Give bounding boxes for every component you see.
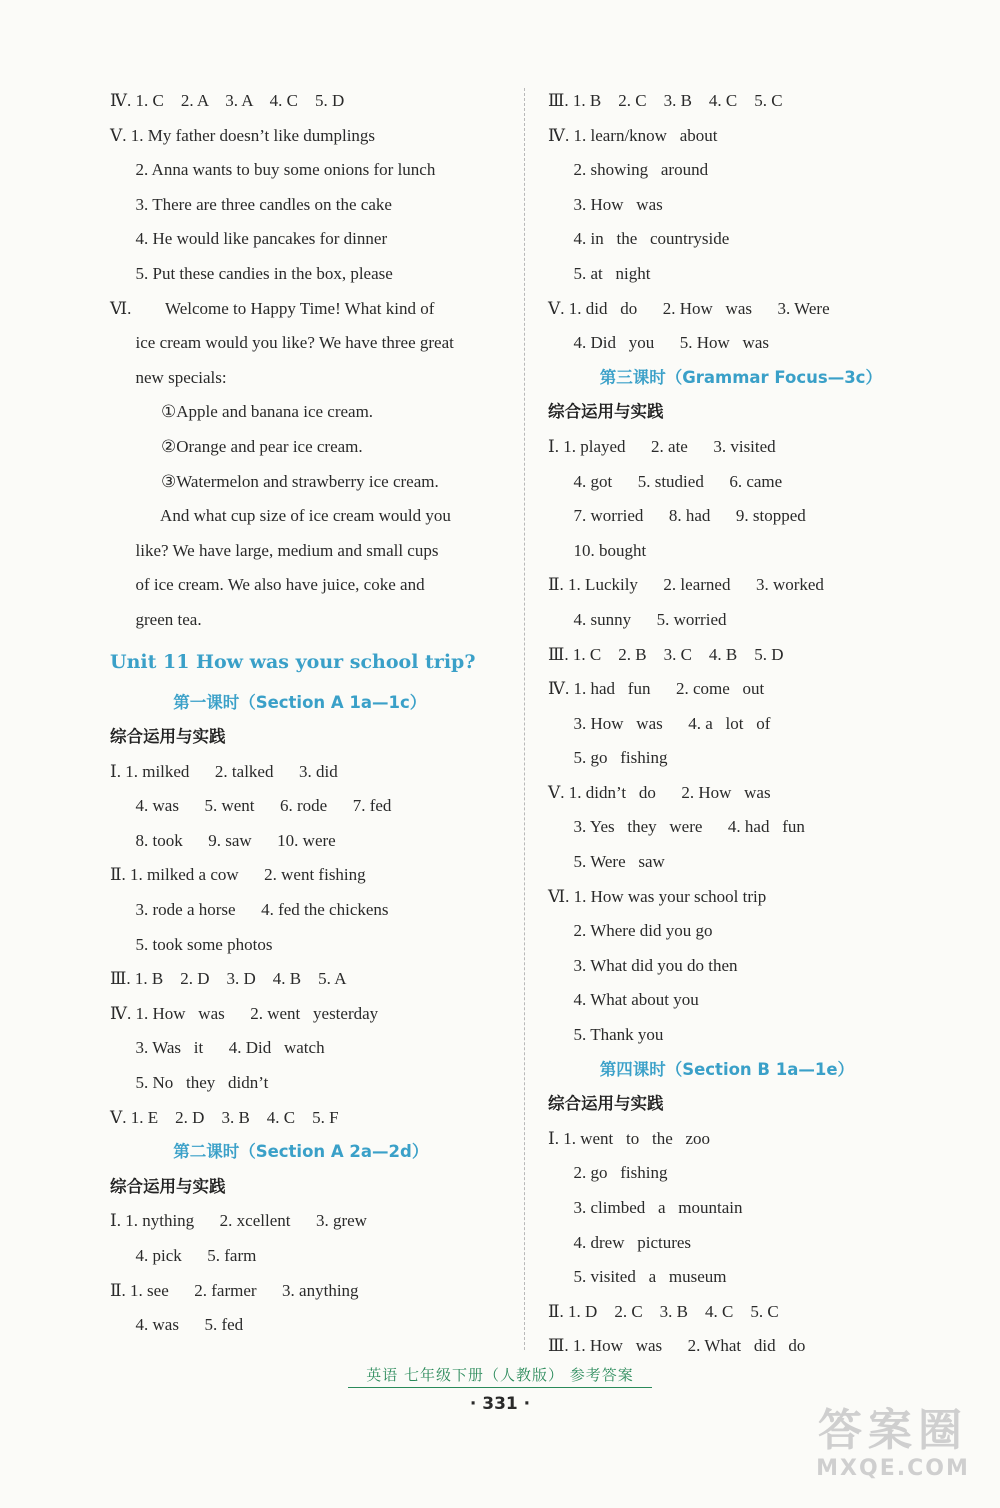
- right-column-line: 5. Thank you: [548, 1025, 664, 1045]
- left-column-line: Ⅱ. 1. milked a cow 2. went fishing: [110, 865, 366, 885]
- right-column-line: 3. Yes they were 4. had fun: [548, 817, 805, 837]
- left-column-line: Ⅰ. 1. milked 2. talked 3. did: [110, 761, 338, 781]
- right-column-line: 4. Did you 5. How was: [548, 333, 769, 353]
- left-column-line: Ⅴ. 1. E 2. D 3. B 4. C 5. F: [110, 1107, 339, 1127]
- left-column-line: Ⅴ. 1. My father doesn’t like dumplings: [110, 125, 376, 145]
- left-column-line: of ice cream. We also have juice, coke and: [110, 575, 425, 595]
- right-column-line: 7. worried 8. had 9. stopped: [548, 506, 806, 526]
- left-column-line: 5. Put these candies in the box, please: [110, 263, 393, 283]
- left-column-line: ice cream would you like? We have three great: [110, 333, 454, 353]
- right-column-line: 3. How was: [548, 194, 663, 214]
- left-column-line: Ⅲ. 1. B 2. D 3. D 4. B 5. A: [110, 969, 347, 989]
- right-column-line: Ⅲ. 1. B 2. C 3. B 4. C 5. C: [548, 91, 783, 110]
- right-column-line: 3. What did you do then: [548, 955, 738, 975]
- left-column-line: 8. took 9. saw 10. were: [110, 830, 336, 850]
- right-column-line: Ⅱ. 1. Luckily 2. learned 3. worked: [548, 575, 824, 595]
- right-column-line: 4. sunny 5. worried: [548, 609, 727, 629]
- right-column-line: Ⅰ. 1. played 2. ate 3. visited: [548, 436, 776, 456]
- right-column-line: Ⅴ. 1. didn’t do 2. How was: [548, 782, 771, 802]
- column-divider: [524, 88, 525, 1350]
- left-column-line: 综合运用与实践: [110, 727, 226, 747]
- right-column-line: Ⅳ. 1. learn/know about: [548, 125, 718, 145]
- right-column-line: 10. bought: [548, 540, 647, 560]
- right-column-line: 2. Where did you go: [548, 921, 713, 941]
- left-column-line: green tea.: [110, 609, 202, 629]
- left-column: [110, 84, 510, 1343]
- footer: [0, 1364, 1000, 1388]
- right-column-line: 5. visited a museum: [548, 1267, 727, 1287]
- left-column-line: Ⅳ. 1. How was 2. went yesterday: [110, 1003, 379, 1023]
- right-column-line: 2. go fishing: [548, 1163, 668, 1183]
- right-column: [548, 84, 968, 1364]
- right-column-line: 4. in the countryside: [548, 229, 730, 249]
- left-column-line: 4. was 5. fed: [110, 1315, 244, 1335]
- left-column-line: ①Apple and banana ice cream.: [110, 402, 374, 422]
- right-column-line: Ⅵ. 1. How was your school trip: [548, 886, 767, 906]
- right-column-line: 4. drew pictures: [548, 1232, 692, 1252]
- left-column-line: 4. pick 5. farm: [110, 1246, 257, 1265]
- right-column-line: 5. at night: [548, 263, 651, 283]
- watermark-sub: MXQE.COM: [816, 1456, 970, 1481]
- right-column-line: 5. go fishing: [548, 748, 668, 768]
- right-column-line: 4. What about you: [548, 990, 699, 1010]
- left-column-line: Ⅰ. 1. nything 2. xcellent 3. grew: [110, 1211, 367, 1231]
- right-column-line: Ⅱ. 1. D 2. C 3. B 4. C 5. C: [548, 1301, 779, 1321]
- right-column-line: Ⅲ. 1. C 2. B 3. C 4. B 5. D: [548, 644, 784, 664]
- right-column-line: 综合运用与实践: [548, 402, 664, 422]
- left-column-line: 3. Was it 4. Did watch: [110, 1038, 325, 1058]
- left-column-line: 4. He would like pancakes for dinner: [110, 229, 388, 249]
- left-column-line: 综合运用与实践: [110, 1176, 226, 1196]
- left-column-line: And what cup size of ice cream would you: [110, 506, 451, 526]
- left-column-line: ②Orange and pear ice cream.: [110, 436, 363, 456]
- left-column-line: 3. rode a horse 4. fed the chickens: [110, 900, 389, 920]
- left-column-line: ③Watermelon and strawberry ice cream.: [110, 471, 439, 491]
- left-column-line: Ⅱ. 1. see 2. farmer 3. anything: [110, 1280, 359, 1300]
- left-column-line: 4. was 5. went 6. rode 7. fed: [110, 796, 392, 816]
- left-column-line: new specials:: [110, 367, 227, 387]
- watermark-logo: [798, 1406, 988, 1494]
- right-column-line: 5. Were saw: [548, 852, 665, 872]
- page-number: · 331 ·: [469, 1394, 531, 1414]
- right-column-line: 第三课时（Grammar Focus—3c）: [548, 367, 882, 387]
- watermark-main: 答案圈: [818, 1405, 968, 1456]
- left-column-line: Ⅵ. Welcome to Happy Time! What kind of: [110, 298, 435, 318]
- left-column-line: 2. Anna wants to buy some onions for lunch: [110, 160, 436, 180]
- left-column-line: Ⅳ. 1. C 2. A 3. A 4. C 5. D: [110, 91, 345, 110]
- left-column-line: 5. took some photos: [110, 934, 273, 954]
- right-column-line: Ⅲ. 1. How was 2. What did do: [548, 1336, 806, 1356]
- right-column-line: 第四课时（Section B 1a—1e）: [548, 1059, 855, 1079]
- left-column-line: 5. No they didn’t: [110, 1073, 269, 1093]
- right-column-line: Ⅴ. 1. did do 2. How was 3. Were: [548, 298, 830, 318]
- right-column-line: 2. showing around: [548, 160, 709, 180]
- right-column-line: 综合运用与实践: [548, 1094, 664, 1114]
- left-column-line: like? We have large, medium and small cups: [110, 540, 439, 560]
- footer-title: 英语 七年级下册（人教版） 参考答案: [348, 1364, 652, 1388]
- left-column-line: 3. There are three candles on the cake: [110, 194, 392, 214]
- left-column-line: 第二课时（Section A 2a—2d）: [110, 1142, 429, 1162]
- right-column-line: 4. got 5. studied 6. came: [548, 471, 783, 491]
- right-column-line: Ⅳ. 1. had fun 2. come out: [548, 679, 765, 699]
- right-column-line: 3. climbed a mountain: [548, 1198, 743, 1217]
- right-column-line: 3. How was 4. a lot of: [548, 713, 771, 733]
- left-column-line: Unit 11 How was your school trip?: [110, 650, 476, 673]
- left-column-line: 第一课时（Section A 1a—1c）: [110, 692, 427, 712]
- right-column-line: Ⅰ. 1. went to the zoo: [548, 1128, 711, 1148]
